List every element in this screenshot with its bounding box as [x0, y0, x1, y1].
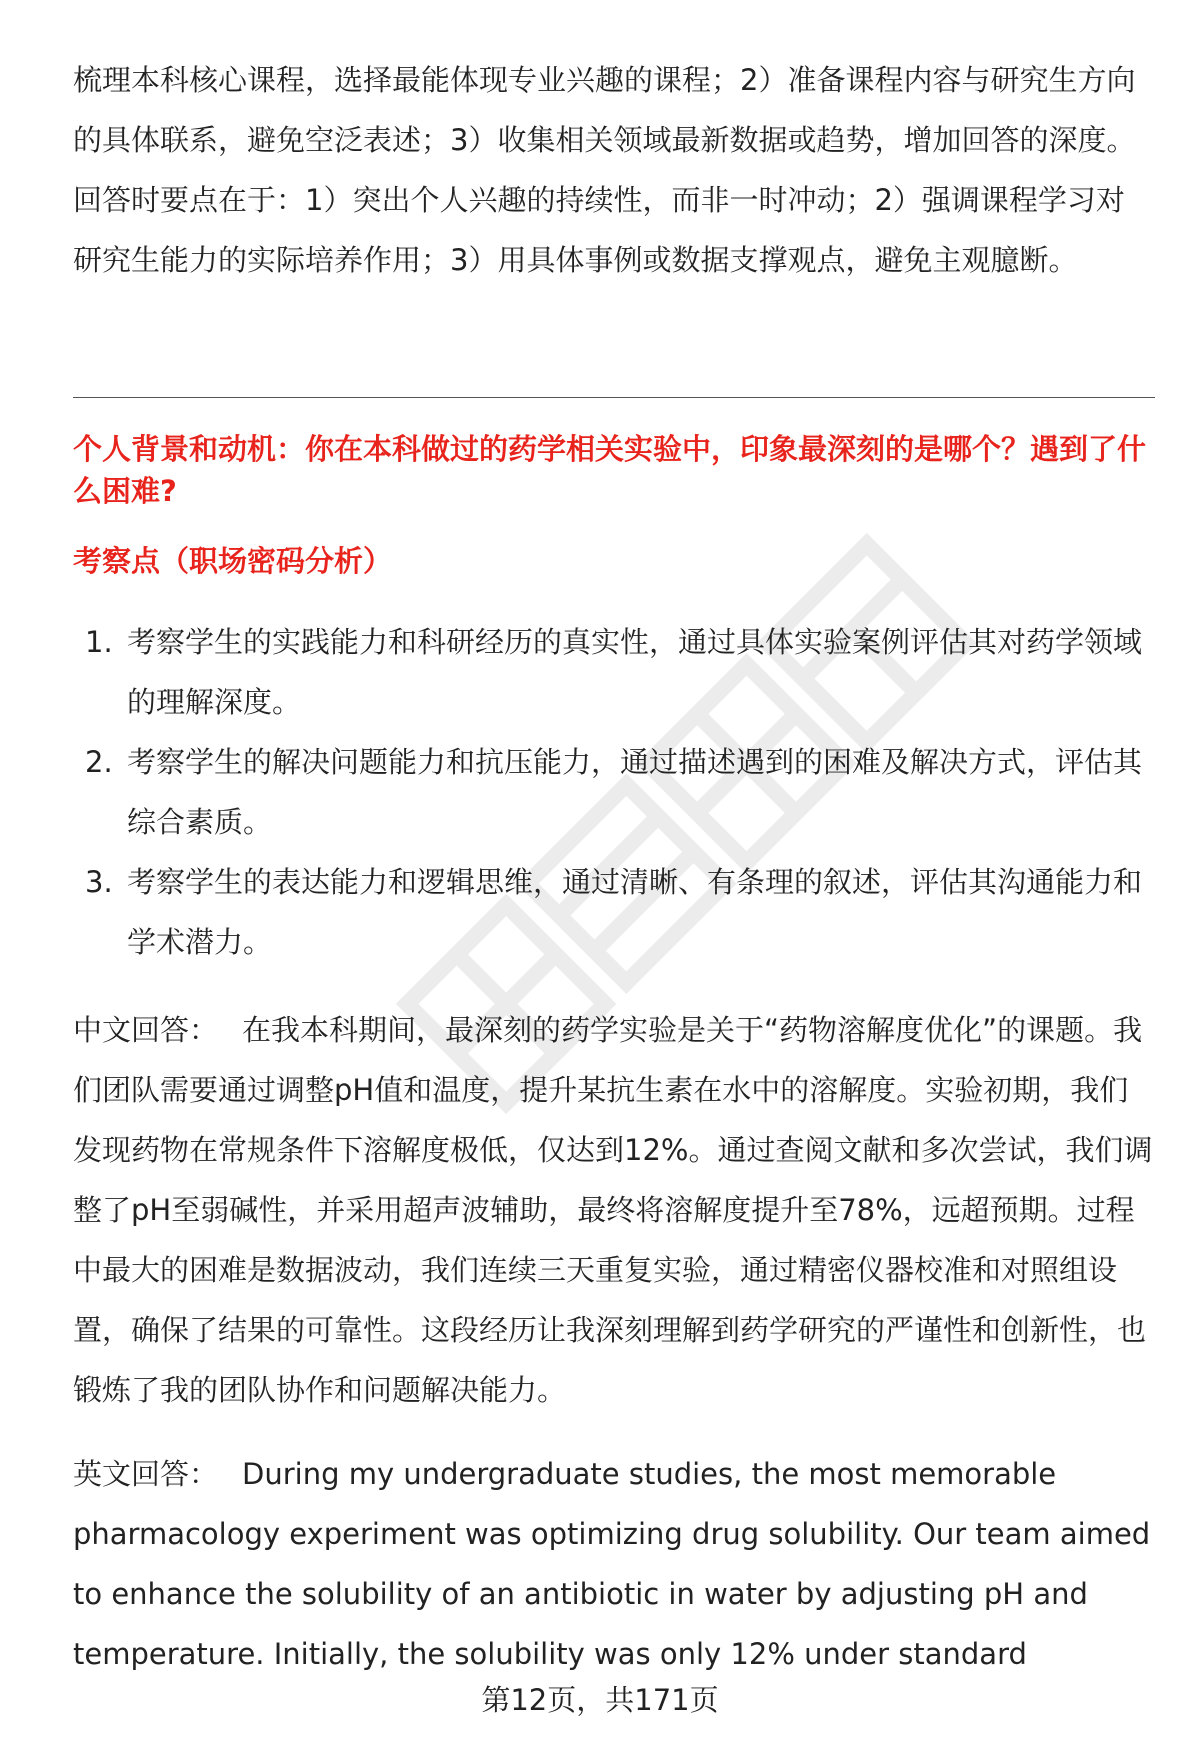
section-divider — [73, 397, 1155, 398]
chinese-answer-paragraph — [73, 1000, 1153, 1420]
list-item-number: 2. — [85, 745, 113, 779]
list-item-text: 考察学生的表达能力和逻辑思维，通过清晰、有条理的叙述，评估其沟通能力和学术潜力。 — [127, 865, 1143, 959]
intro-paragraph: 梳理本科核心课程，选择最能体现专业兴趣的课程；2）准备课程内容与研究生方向的具体联系，避免空泛表述；3）收集相关领域最新数据或趋势，增加回答的深度。回答时要点在于：1）突出个人兴趣的持续性，而非一时冲动；2）强调课程学习对研究生能力的实际培养作用；3）用具体事例或数据支撑观点，避免主观臆断。 — [73, 63, 1136, 277]
english-answer-paragraph — [73, 1444, 1153, 1684]
english-answer-label: 英文回答： — [73, 1457, 219, 1491]
list-item-number: 1. — [85, 625, 113, 659]
list-item-text: 考察学生的实践能力和科研经历的真实性，通过具体实验案例评估其对药学领域的理解深度。 — [127, 625, 1143, 719]
page-number-footer: 第12页，共171页 — [481, 1683, 719, 1717]
chinese-answer-text: 在我本科期间，最深刻的药学实验是关于“药物溶解度优化”的课题。我们团队需要通过调整pH值和温度，提升某抗生素在水中的溶解度。实验初期，我们发现药物在常规条件下溶解度极低，仅达到12%。通过查阅文献和多次尝试，我们调整了pH至弱碱性，并采用超声波辅助，最终将溶解度提升至78%，远超预期。过程中最大的困难是数据波动，我们连续三天重复实验，通过精密仪器校准和对照组设置，确保了结果的可靠性。这段经历让我深刻理解到药学研究的严谨性和创新性，也锻炼了我的团队协作和问题解决能力。 — [73, 1013, 1153, 1407]
list-item-number: 3. — [85, 865, 113, 899]
chinese-answer-label: 中文回答： — [73, 1013, 219, 1047]
english-answer-text: During my undergraduate studies, the most memorable pharmacology experiment was optimizing drug solubility. Our team aimed to enhance the solubility of an antibiotic in water by adjusting pH and temperature. Initially, the solubility was only 12% under standard — [73, 1457, 1151, 1671]
list-item — [73, 732, 1153, 852]
list-item — [73, 852, 1153, 972]
list-item-text: 考察学生的解决问题能力和抗压能力，通过描述遇到的困难及解决方式，评估其综合素质。 — [127, 745, 1143, 839]
list-item — [73, 612, 1153, 732]
assessment-heading: 考察点（职场密码分析） — [73, 544, 393, 578]
assessment-points-list — [73, 612, 1153, 972]
question-heading: 个人背景和动机：你在本科做过的药学相关实验中，印象最深刻的是哪个？遇到了什么困难? — [73, 432, 1147, 508]
